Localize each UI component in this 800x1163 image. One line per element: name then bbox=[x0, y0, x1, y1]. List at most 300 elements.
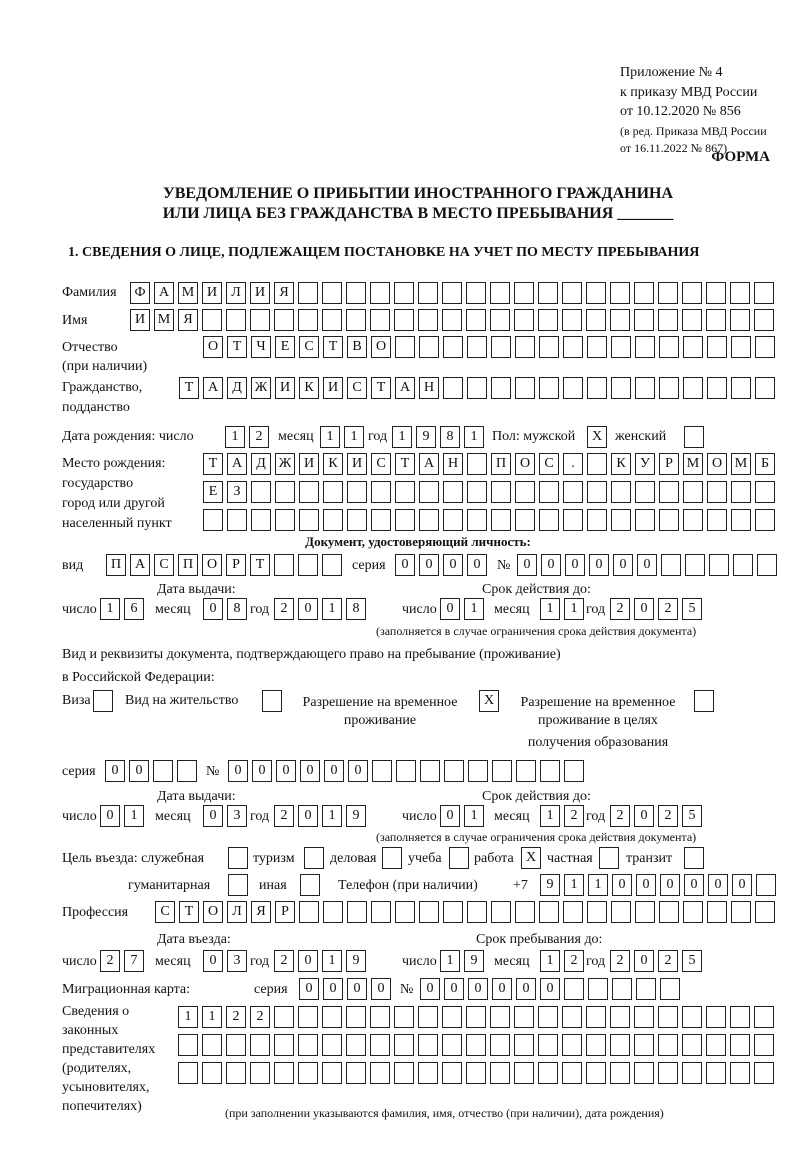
char-box[interactable] bbox=[442, 309, 462, 331]
char-box[interactable] bbox=[659, 901, 679, 923]
char-box[interactable] bbox=[370, 1034, 390, 1056]
char-box[interactable]: О bbox=[371, 336, 391, 358]
char-box[interactable] bbox=[586, 1062, 606, 1084]
char-box[interactable] bbox=[442, 1034, 462, 1056]
char-box[interactable]: Л bbox=[226, 282, 246, 304]
doc-number-field[interactable] bbox=[517, 554, 781, 576]
char-box[interactable] bbox=[661, 554, 681, 576]
char-box[interactable] bbox=[587, 509, 607, 531]
char-box[interactable]: 5 bbox=[682, 805, 702, 827]
char-box[interactable]: 0 bbox=[516, 978, 536, 1000]
char-box[interactable]: М bbox=[731, 453, 751, 475]
doc-series-field[interactable] bbox=[395, 554, 491, 576]
char-box[interactable]: Ч bbox=[251, 336, 271, 358]
char-box[interactable] bbox=[562, 1034, 582, 1056]
entry-year-field[interactable] bbox=[274, 950, 370, 972]
char-box[interactable] bbox=[370, 1062, 390, 1084]
char-box[interactable] bbox=[299, 481, 319, 503]
char-box[interactable]: 0 bbox=[637, 554, 657, 576]
char-box[interactable] bbox=[586, 1006, 606, 1028]
char-box[interactable]: 0 bbox=[129, 760, 149, 782]
char-box[interactable]: 6 bbox=[124, 598, 144, 620]
char-box[interactable] bbox=[370, 1006, 390, 1028]
char-box[interactable]: 1 bbox=[322, 950, 342, 972]
char-box[interactable]: И bbox=[250, 282, 270, 304]
char-box[interactable]: 1 bbox=[464, 805, 484, 827]
char-box[interactable] bbox=[539, 377, 559, 399]
char-box[interactable] bbox=[250, 1034, 270, 1056]
char-box[interactable] bbox=[514, 309, 534, 331]
char-box[interactable] bbox=[731, 481, 751, 503]
issue-month-field[interactable] bbox=[203, 598, 251, 620]
char-box[interactable] bbox=[490, 309, 510, 331]
char-box[interactable] bbox=[757, 554, 777, 576]
char-box[interactable]: 2 bbox=[658, 598, 678, 620]
doc-kind-field[interactable] bbox=[106, 554, 346, 576]
char-box[interactable] bbox=[420, 760, 440, 782]
char-box[interactable] bbox=[323, 901, 343, 923]
char-box[interactable] bbox=[228, 847, 248, 869]
char-box[interactable]: М bbox=[178, 282, 198, 304]
char-box[interactable] bbox=[490, 1062, 510, 1084]
char-box[interactable] bbox=[683, 481, 703, 503]
char-box[interactable] bbox=[322, 1062, 342, 1084]
char-box[interactable] bbox=[539, 481, 559, 503]
char-box[interactable]: 0 bbox=[203, 950, 223, 972]
char-box[interactable] bbox=[347, 481, 367, 503]
char-box[interactable]: 0 bbox=[395, 554, 415, 576]
residence-series-field[interactable] bbox=[105, 760, 201, 782]
char-box[interactable]: П bbox=[178, 554, 198, 576]
char-box[interactable] bbox=[202, 309, 222, 331]
char-box[interactable]: 2 bbox=[274, 950, 294, 972]
char-box[interactable]: Р bbox=[226, 554, 246, 576]
char-box[interactable]: Т bbox=[371, 377, 391, 399]
issue-month-field[interactable] bbox=[203, 805, 251, 827]
char-box[interactable] bbox=[394, 1062, 414, 1084]
char-box[interactable]: 0 bbox=[105, 760, 125, 782]
char-box[interactable] bbox=[490, 282, 510, 304]
char-box[interactable] bbox=[466, 1006, 486, 1028]
char-box[interactable]: И bbox=[130, 309, 150, 331]
valid-day-field[interactable] bbox=[440, 598, 488, 620]
char-box[interactable]: 0 bbox=[517, 554, 537, 576]
char-box[interactable] bbox=[658, 282, 678, 304]
char-box[interactable] bbox=[706, 1006, 726, 1028]
char-box[interactable]: 0 bbox=[323, 978, 343, 1000]
char-box[interactable] bbox=[396, 760, 416, 782]
char-box[interactable]: 2 bbox=[274, 598, 294, 620]
char-box[interactable]: 0 bbox=[444, 978, 464, 1000]
char-box[interactable] bbox=[682, 1062, 702, 1084]
char-box[interactable]: 5 bbox=[682, 598, 702, 620]
char-box[interactable] bbox=[587, 377, 607, 399]
char-box[interactable] bbox=[610, 1062, 630, 1084]
char-box[interactable] bbox=[635, 509, 655, 531]
char-box[interactable]: Е bbox=[203, 481, 223, 503]
char-box[interactable] bbox=[418, 1034, 438, 1056]
char-box[interactable]: 0 bbox=[636, 874, 656, 896]
char-box[interactable] bbox=[683, 377, 703, 399]
char-box[interactable] bbox=[443, 481, 463, 503]
phone-field[interactable] bbox=[540, 874, 780, 896]
char-box[interactable] bbox=[443, 336, 463, 358]
char-box[interactable] bbox=[634, 1062, 654, 1084]
char-box[interactable] bbox=[755, 481, 775, 503]
char-box[interactable]: М bbox=[154, 309, 174, 331]
residence-permit-checkbox[interactable] bbox=[262, 690, 286, 712]
char-box[interactable]: 1 bbox=[225, 426, 245, 448]
char-box[interactable]: 0 bbox=[300, 760, 320, 782]
char-box[interactable]: С bbox=[539, 453, 559, 475]
char-box[interactable] bbox=[707, 336, 727, 358]
char-box[interactable] bbox=[516, 760, 536, 782]
char-box[interactable]: А bbox=[227, 453, 247, 475]
char-box[interactable] bbox=[538, 1062, 558, 1084]
birth-day-field[interactable] bbox=[225, 426, 273, 448]
char-box[interactable] bbox=[755, 509, 775, 531]
char-box[interactable] bbox=[251, 509, 271, 531]
char-box[interactable]: А bbox=[395, 377, 415, 399]
char-box[interactable] bbox=[443, 377, 463, 399]
char-box[interactable] bbox=[731, 377, 751, 399]
char-box[interactable]: 0 bbox=[443, 554, 463, 576]
char-box[interactable] bbox=[203, 509, 223, 531]
char-box[interactable]: К bbox=[323, 453, 343, 475]
valid-year-field[interactable] bbox=[610, 805, 706, 827]
char-box[interactable] bbox=[538, 1034, 558, 1056]
char-box[interactable]: 3 bbox=[227, 950, 247, 972]
char-box[interactable] bbox=[274, 1062, 294, 1084]
char-box[interactable]: 0 bbox=[540, 978, 560, 1000]
char-box[interactable] bbox=[731, 509, 751, 531]
char-box[interactable] bbox=[706, 282, 726, 304]
char-box[interactable]: 1 bbox=[540, 950, 560, 972]
profession-field[interactable] bbox=[155, 901, 779, 923]
char-box[interactable] bbox=[706, 1034, 726, 1056]
char-box[interactable] bbox=[298, 1006, 318, 1028]
char-box[interactable] bbox=[539, 901, 559, 923]
char-box[interactable]: 0 bbox=[419, 554, 439, 576]
char-box[interactable] bbox=[298, 282, 318, 304]
char-box[interactable] bbox=[658, 1034, 678, 1056]
char-box[interactable] bbox=[444, 760, 464, 782]
char-box[interactable] bbox=[682, 282, 702, 304]
char-box[interactable]: Т bbox=[179, 377, 199, 399]
char-box[interactable]: X bbox=[521, 847, 541, 869]
char-box[interactable]: 0 bbox=[299, 978, 319, 1000]
char-box[interactable] bbox=[706, 309, 726, 331]
char-box[interactable] bbox=[346, 1006, 366, 1028]
char-box[interactable]: Ж bbox=[275, 453, 295, 475]
char-box[interactable] bbox=[322, 554, 342, 576]
char-box[interactable]: 2 bbox=[100, 950, 120, 972]
char-box[interactable]: 2 bbox=[658, 950, 678, 972]
char-box[interactable] bbox=[539, 509, 559, 531]
char-box[interactable] bbox=[274, 554, 294, 576]
char-box[interactable] bbox=[394, 1034, 414, 1056]
char-box[interactable] bbox=[466, 1062, 486, 1084]
char-box[interactable]: 0 bbox=[492, 978, 512, 1000]
char-box[interactable] bbox=[93, 690, 113, 712]
char-box[interactable] bbox=[586, 1034, 606, 1056]
char-box[interactable] bbox=[709, 554, 729, 576]
char-box[interactable] bbox=[449, 847, 469, 869]
char-box[interactable]: 9 bbox=[346, 950, 366, 972]
char-box[interactable] bbox=[730, 282, 750, 304]
purpose-work-checkbox[interactable] bbox=[521, 847, 545, 869]
char-box[interactable]: 8 bbox=[346, 598, 366, 620]
char-box[interactable] bbox=[491, 901, 511, 923]
char-box[interactable] bbox=[153, 760, 173, 782]
char-box[interactable] bbox=[322, 282, 342, 304]
char-box[interactable] bbox=[467, 509, 487, 531]
char-box[interactable] bbox=[694, 690, 714, 712]
char-box[interactable] bbox=[635, 377, 655, 399]
issue-year-field[interactable] bbox=[274, 805, 370, 827]
char-box[interactable] bbox=[274, 1006, 294, 1028]
visa-checkbox[interactable] bbox=[93, 690, 117, 712]
char-box[interactable]: С bbox=[347, 377, 367, 399]
char-box[interactable] bbox=[177, 760, 197, 782]
char-box[interactable] bbox=[370, 309, 390, 331]
char-box[interactable] bbox=[467, 336, 487, 358]
char-box[interactable]: О bbox=[202, 554, 222, 576]
char-box[interactable] bbox=[659, 377, 679, 399]
char-box[interactable]: Ж bbox=[251, 377, 271, 399]
char-box[interactable] bbox=[227, 509, 247, 531]
char-box[interactable]: 2 bbox=[274, 805, 294, 827]
char-box[interactable] bbox=[304, 847, 324, 869]
char-box[interactable]: Р bbox=[275, 901, 295, 923]
migration-number-field[interactable] bbox=[420, 978, 684, 1000]
char-box[interactable] bbox=[250, 1062, 270, 1084]
char-box[interactable] bbox=[587, 901, 607, 923]
birthplace-field[interactable] bbox=[203, 453, 779, 475]
char-box[interactable] bbox=[466, 282, 486, 304]
valid-year-field[interactable] bbox=[610, 598, 706, 620]
char-box[interactable]: И bbox=[347, 453, 367, 475]
char-box[interactable] bbox=[563, 901, 583, 923]
char-box[interactable] bbox=[515, 901, 535, 923]
char-box[interactable]: 9 bbox=[540, 874, 560, 896]
char-box[interactable] bbox=[610, 309, 630, 331]
char-box[interactable] bbox=[298, 1034, 318, 1056]
char-box[interactable]: Р bbox=[659, 453, 679, 475]
char-box[interactable] bbox=[635, 481, 655, 503]
char-box[interactable] bbox=[660, 978, 680, 1000]
name-field[interactable] bbox=[130, 309, 778, 331]
citizenship-field[interactable] bbox=[179, 377, 779, 399]
char-box[interactable] bbox=[372, 760, 392, 782]
purpose-transit-checkbox[interactable] bbox=[684, 847, 708, 869]
char-box[interactable]: 0 bbox=[613, 554, 633, 576]
char-box[interactable]: С bbox=[371, 453, 391, 475]
char-box[interactable] bbox=[755, 901, 775, 923]
char-box[interactable]: 0 bbox=[732, 874, 752, 896]
char-box[interactable] bbox=[298, 1062, 318, 1084]
char-box[interactable]: 2 bbox=[610, 598, 630, 620]
char-box[interactable] bbox=[611, 336, 631, 358]
char-box[interactable] bbox=[754, 282, 774, 304]
char-box[interactable]: 2 bbox=[249, 426, 269, 448]
char-box[interactable] bbox=[562, 282, 582, 304]
char-box[interactable]: Ф bbox=[130, 282, 150, 304]
char-box[interactable] bbox=[274, 309, 294, 331]
char-box[interactable]: О bbox=[203, 901, 223, 923]
char-box[interactable] bbox=[419, 509, 439, 531]
char-box[interactable] bbox=[658, 309, 678, 331]
char-box[interactable]: Б bbox=[755, 453, 775, 475]
char-box[interactable] bbox=[226, 1034, 246, 1056]
char-box[interactable]: 1 bbox=[178, 1006, 198, 1028]
char-box[interactable] bbox=[730, 1062, 750, 1084]
char-box[interactable] bbox=[346, 282, 366, 304]
char-box[interactable] bbox=[370, 282, 390, 304]
char-box[interactable] bbox=[684, 847, 704, 869]
char-box[interactable] bbox=[755, 336, 775, 358]
char-box[interactable] bbox=[394, 282, 414, 304]
birth-year-field[interactable] bbox=[392, 426, 488, 448]
char-box[interactable] bbox=[250, 309, 270, 331]
char-box[interactable]: 8 bbox=[227, 598, 247, 620]
char-box[interactable] bbox=[467, 453, 487, 475]
char-box[interactable] bbox=[251, 481, 271, 503]
stay-month-field[interactable] bbox=[540, 950, 588, 972]
char-box[interactable] bbox=[611, 901, 631, 923]
residence-number-field[interactable] bbox=[228, 760, 588, 782]
char-box[interactable] bbox=[419, 336, 439, 358]
char-box[interactable]: Т bbox=[203, 453, 223, 475]
char-box[interactable] bbox=[346, 1034, 366, 1056]
char-box[interactable]: 3 bbox=[227, 805, 247, 827]
char-box[interactable]: А bbox=[203, 377, 223, 399]
char-box[interactable] bbox=[612, 978, 632, 1000]
representatives-field[interactable] bbox=[178, 1006, 778, 1028]
char-box[interactable] bbox=[467, 481, 487, 503]
char-box[interactable]: 2 bbox=[564, 950, 584, 972]
char-box[interactable] bbox=[514, 282, 534, 304]
char-box[interactable] bbox=[587, 336, 607, 358]
char-box[interactable] bbox=[731, 336, 751, 358]
female-checkbox[interactable] bbox=[684, 426, 708, 448]
char-box[interactable] bbox=[610, 1006, 630, 1028]
issue-year-field[interactable] bbox=[274, 598, 370, 620]
char-box[interactable] bbox=[515, 336, 535, 358]
char-box[interactable]: И bbox=[202, 282, 222, 304]
char-box[interactable]: И bbox=[299, 453, 319, 475]
char-box[interactable]: 0 bbox=[660, 874, 680, 896]
char-box[interactable] bbox=[563, 336, 583, 358]
entry-month-field[interactable] bbox=[203, 950, 251, 972]
char-box[interactable]: 0 bbox=[348, 760, 368, 782]
entry-day-field[interactable] bbox=[100, 950, 148, 972]
char-box[interactable]: О bbox=[707, 453, 727, 475]
char-box[interactable] bbox=[419, 901, 439, 923]
char-box[interactable] bbox=[707, 509, 727, 531]
char-box[interactable] bbox=[683, 509, 703, 531]
char-box[interactable]: С bbox=[155, 901, 175, 923]
char-box[interactable] bbox=[730, 1006, 750, 1028]
char-box[interactable] bbox=[178, 1062, 198, 1084]
char-box[interactable]: 1 bbox=[564, 598, 584, 620]
char-box[interactable]: Н bbox=[419, 377, 439, 399]
char-box[interactable]: 1 bbox=[540, 805, 560, 827]
char-box[interactable]: 9 bbox=[464, 950, 484, 972]
char-box[interactable] bbox=[347, 901, 367, 923]
char-box[interactable] bbox=[754, 1006, 774, 1028]
char-box[interactable]: И bbox=[323, 377, 343, 399]
char-box[interactable]: 9 bbox=[416, 426, 436, 448]
char-box[interactable] bbox=[611, 509, 631, 531]
char-box[interactable] bbox=[418, 1062, 438, 1084]
patronymic-field[interactable] bbox=[203, 336, 779, 358]
char-box[interactable]: О bbox=[203, 336, 223, 358]
char-box[interactable] bbox=[586, 282, 606, 304]
issue-day-field[interactable] bbox=[100, 805, 148, 827]
char-box[interactable]: Я bbox=[178, 309, 198, 331]
char-box[interactable] bbox=[418, 309, 438, 331]
char-box[interactable]: Т bbox=[227, 336, 247, 358]
char-box[interactable]: 1 bbox=[464, 598, 484, 620]
char-box[interactable] bbox=[466, 309, 486, 331]
char-box[interactable]: Т bbox=[179, 901, 199, 923]
char-box[interactable]: 0 bbox=[467, 554, 487, 576]
char-box[interactable]: 5 bbox=[682, 950, 702, 972]
char-box[interactable]: . bbox=[563, 453, 583, 475]
char-box[interactable]: 2 bbox=[226, 1006, 246, 1028]
purpose-business-checkbox[interactable] bbox=[382, 847, 406, 869]
char-box[interactable] bbox=[563, 377, 583, 399]
char-box[interactable]: 0 bbox=[468, 978, 488, 1000]
char-box[interactable] bbox=[371, 481, 391, 503]
issue-day-field[interactable] bbox=[100, 598, 148, 620]
char-box[interactable] bbox=[515, 377, 535, 399]
char-box[interactable] bbox=[274, 1034, 294, 1056]
char-box[interactable] bbox=[539, 336, 559, 358]
char-box[interactable] bbox=[588, 978, 608, 1000]
char-box[interactable] bbox=[730, 1034, 750, 1056]
char-box[interactable]: 0 bbox=[420, 978, 440, 1000]
char-box[interactable] bbox=[298, 309, 318, 331]
char-box[interactable] bbox=[634, 1006, 654, 1028]
char-box[interactable]: 0 bbox=[324, 760, 344, 782]
char-box[interactable]: 1 bbox=[564, 874, 584, 896]
char-box[interactable] bbox=[538, 1006, 558, 1028]
char-box[interactable]: 2 bbox=[610, 950, 630, 972]
char-box[interactable] bbox=[491, 509, 511, 531]
char-box[interactable] bbox=[636, 978, 656, 1000]
char-box[interactable] bbox=[599, 847, 619, 869]
char-box[interactable] bbox=[515, 481, 535, 503]
purpose-humanitarian-checkbox[interactable] bbox=[228, 874, 252, 896]
char-box[interactable] bbox=[299, 509, 319, 531]
char-box[interactable] bbox=[300, 874, 320, 896]
char-box[interactable] bbox=[611, 377, 631, 399]
char-box[interactable]: Т bbox=[250, 554, 270, 576]
char-box[interactable]: 0 bbox=[708, 874, 728, 896]
char-box[interactable]: 1 bbox=[100, 598, 120, 620]
char-box[interactable] bbox=[467, 901, 487, 923]
char-box[interactable]: Т bbox=[395, 453, 415, 475]
surname-field[interactable] bbox=[130, 282, 778, 304]
char-box[interactable] bbox=[419, 481, 439, 503]
char-box[interactable] bbox=[514, 1062, 534, 1084]
char-box[interactable]: 0 bbox=[228, 760, 248, 782]
char-box[interactable]: И bbox=[275, 377, 295, 399]
char-box[interactable]: 9 bbox=[346, 805, 366, 827]
char-box[interactable]: О bbox=[515, 453, 535, 475]
